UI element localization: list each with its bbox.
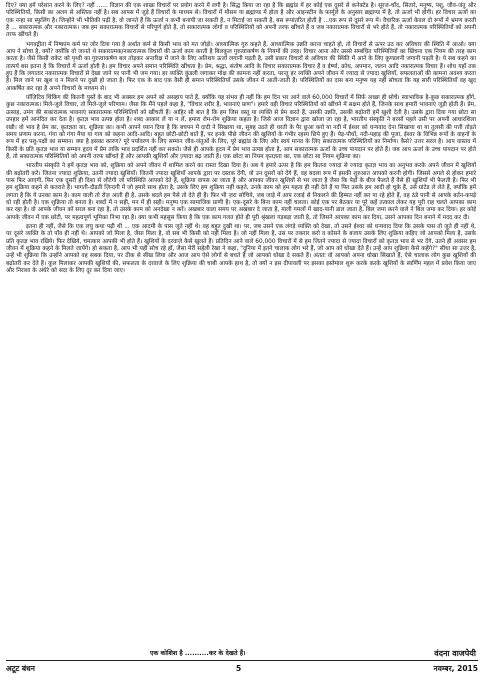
page-footer <box>6 664 478 676</box>
paragraph-1: दिए? क्या हमें परेशान करने के लिए? नहीं ...... विज्ञान की एक शाखा विचारों पर प्रयोग करने में लगी है। सिद्ध किया जा रहा है कि ब्रह्मांड में हर कोई एक दूसरे से कनेक्टेड है। सूरज-चाँद, सितारे, मनुष्य, पशु, जीव-जंतु और परिस्थितियों, किसी का अलग से अस्तित्व नहीं है। सब आपस में जुड़े हैं विचारों के माध्यम से। विचारों में मौसम या ब्रह्माण्ड में होता है और आइन्स्टीन के फार्मूले के अनुसार ब्रह्माण्ड में है, तो ऊर्जा भी होगी। हर विचार ऊर्जा का एक नन्हा सा स्फुलिंग है। जिन्होंने भी भौतिकी पढ़ी है, वो जानते हैं कि ऊर्जा न कभी बनायी जा सकती है, न मिटाई जा सकती है, बस रूपांतरित होती है ...एक रूप से दूसरे रूप में। वैचारिक ऊर्जा केवल दो रूपों में भ्रमण करती है ... सकारात्मक और नकारात्मक। जब हम सकारात्मक विचारों से परिपूर्ण होते हैं, तो सकारात्मक लोगों व परिस्थितियों को अपनी तरफ खींचते हैं व जब नकारात्मक विचारों से भरे होते हैं, तो नकारात्मक परिस्थितियों को अपनी तरफ खींचते हैं। <box>6 3 476 39</box>
paragraph-4: भारतीय संस्कृति ने हमें कृतज्ञ भाव को, शुक्रिया को अपने जीवन में शामिल करने का रास्ता दिखा दिया है। अब ये हमारे ऊपर है कि हम कितना ज्यादा से ज्यादा कृतज्ञ भाव का अनुभव करके अपने जीवन में खुशियों की बढ़ोतरी करें। जितना ज्यादा शुक्रिया, उतनी ज्यादा खुशियाँ। जितनी ज्यादा खुशियाँ आपके द्वारा पर दस्तक देंगी, वो उन दूसरों को देंगे हैं, वह बदला रूप में इसकी शुरुआत आपको करनी होगी। जिससे अगले से होकर हमारे पास फिर आएगी, फिर एक दूसरी ही दिशा से लौटेगी जो परिस्थिति आपको देते हैं, शुक्रिया वापस आ जाता है और आपका जीवन खुशियों से भर जाता है जैसा कि पेड़ों के बीज फैलते हैं वैसे ही खुशियाँ भी फैलती हैं। फिर भी हम शुक्रिया कहने से कतराते हैं। भागती-दौड़ती ज़िन्दगी में जो हमारे साथ होता है, उसके लिए हम शुक्रिया नहीं कहते, उनके काम को हम महत्व ही नहीं देते हैं या फिर उसके हम आदी हो चुके हैं, उसे ग्रांटेड ले लेते हैं, क्योंकि हमें लगता है कि ये उनका काम है। काम वाली तो रोज़ आती ही है, उसके बदले हम पैसे तो देते ही हैं। फिर भी ज़रा सोचिये, जब जाड़े में आप रजाई से निकलने की हिम्मत नहीं कर पा रहे होते हैं, वह ठंडे पानी से आपके बर्तन-कपड़े धो रही होती है। एक शुक्रिया तो बनता है। शब्दों में न सही, मन में ही सही। मनुष्य एक सामाजिक प्राणी है। एक-दूसरे के बिना काम नहीं चलता। कोई एक पर बैठकर या पूरे कहें तत्काल लेकर यह पूरी राह चलते आपका काम कर रहा है। वो आपके जीवन को सरल बना रहा है, तो उसके काम को अनदेखा न करें। अखबार वाला समय पर अखबार दे जाता है, माली गमलों में खाद-पानी डाल जाता है, बिल जमा करने वाले ने बिल जमा कर दिया। हर कोई आपके जीवन में एक छोटी, पर महत्वपूर्ण भूमिका निभा रहा है। क्या कभी महसूस किया है कि एक काम गलत होते ही पूरी श्रृंखला गड़बड़ा जाती है, तो जिसने आपका काम कर दिया, उसने आपका दिन बनाने में मदद कर दी। <box>6 163 476 221</box>
issue-date: नवम्बर, 2015 <box>433 664 478 673</box>
page-number: 5 <box>236 664 242 673</box>
closing-line: एक कोशिश है ..........कर के देखते हैं। <box>150 650 246 657</box>
footer-divider <box>6 660 478 661</box>
magazine-name: अटूट बंधन <box>6 664 35 673</box>
paragraph-5: इतना ही नहीं, जैसे कि एक लघु कथा पढ़ी थी ... एक आदमी के पास जूते नहीं थे। वह बहुत दुखी था। पर, जब उसने एक लंगड़े व्यक्ति को देखा, तो उसने ईश्वर को धन्यवाद दिया कि उसके पास तो जूते ही नहीं थे, पर दूसरे व्यक्ति के तो पाँव ही नहीं थे। आपको जो मिला है, जैसा मिला है, वो सब भी किसी को नहीं मिला है। जो नहीं मिला है, उस पर तकरार करो व कोसने के बजाय उसके लिए शुक्रिया कहिए जो आपको मिला है, उसके प्रति कृतज्ञ भाव रखिये। फिर देखिये, चमत्कार आपकी भी होते हैं। खुशियों के दरवाज़े कैसे खुलते हैं। प्रतिदिन आने वाले 60,000 विचारों में से हम जितने ज्यादा से ज्यादा विचारों को कृतज्ञ भाव से भर देंगे, उतने ही अवसर हम जीवन में शुक्रिया कहने के मिलते जायेंगे। हो सकता है, आप भी यही सोच रहे हों, जैसा मेरी सहेली रेखा ने कहा, "दुनिया में इतने चालाक लोग भरे हैं, जो आप को धोखा देते हैं। उन्हें आप शुक्रिया कैसे कहेंगे?" सीधा सा उत्तर है, उन्हें भी शुक्रिया कि उन्होंने आपको वह सबक दिया, पर ठीक से सीख लिया और आज आप ऐसे लोगों से बचते हैं जो आपको धोखा दे सकते हैं। अंततः वो आपको अपना धोखा सिखाते हैं, ऐसे चालाक लोग कुछ खुशियों की बढ़ोतरी कर देते हैं। कुल मिलाकर आपकी खुशियों की, सफलता के दरवाजे के लिए शुक्रिया की चाबी आपके हाथ है, तो क्यों न इस दीपावली पर इसका इस्तेमाल शुरू करके करके खुशियों के स्वर्णिम महल में प्रवेश किया जाए और निराशा के अंधेरे को सदा के लिए दूर कर दिया जाए। <box>6 223 476 275</box>
paragraph-2: भगवद्गीता में निष्काम कर्म पर जोर दिया गया है अर्थात कर्म से किसी भाव को मत जोड़ो। आध्यात्मिक गुरु कहते हैं, आध्यात्मिक उन्नति करना चाहते हो, तो विचारों से ऊपर उठ कर अविचार की स्थिति में आओ। क्या आप ने सोचा है, क्यों? क्योंकि वो जानते थे सकारात्मक/नकारात्मक विचारों की ऊर्जा काम करती है बिलकुल गुरुत्वाकर्षण के नियमों की तरह। विचार आना और उससे सम्बंधित परिस्थितियों का खिंचना एक नियम की तरह काम करता है। जैसे किसी राकेट को पृथ्वी का गुरुत्वाकर्षण बल तोड़कर अन्तरिक्ष में जाने के लिए अतिशय ऊर्जा लगानी पड़ती है, उसी प्रकार विचारों से अविचार की स्थिति में आने के लिए कुण्डलनी जगानी पड़ती है। ये सब कहने का तात्पर्य बस इतना है कि विचारों में ऊर्जा होती है। हम विचार अपने समान परिस्थिति खींचता है। प्रेम, श्रद्धा, संतोष आदि के विचार सकारात्मक विचार हैं व ईर्ष्या, क्रोध, अपमान, जलन आदि नकारात्मक विचार हैं। शोध यहाँ तक हुए हैं कि लगातार नकारात्मक विचारों से देखा जाने पर पानी भी जम गया। हर व्यक्ति कुंडली जगाकर मोक्ष की कामना नहीं करता, परन्तु हर व्यक्ति अपने जीवन में ज्यादा से ज्यादा खुशियाँ, सफलताओं की कामना अवश्य करता है। मिल जाने पर खुश व न मिलने पर दुखी हो जाता है। फिर एक के बाद एक वैसी ही समान परिस्थितियाँ उसके जीवन में आती-जाती हैं। परिस्थितियों का दास बना मनुष्य यह नहीं सोचता कि यह सारी परिस्थितियाँ वह खुद आकर्षित कर रहा है अपने विचारों के माध्यम से। <box>6 41 476 92</box>
article-body <box>6 3 476 275</box>
author-signature: वंदना वाजपेयी <box>434 648 476 658</box>
paragraph-3: पॉज़िटिव थिंकिंग की कितनी पुस्तें के बाद भी अक्सर हम अपने को असहाय पाते हैं, क्योंकि यह संभव ही नहीं कि हम दिन भर आने वाले 60,000 विचारों में सिर्फ अच्छा ही सोचें। स्वाभाविक है-कुछ सकारात्मक होंगे, कुछ नकारात्मक। मिले-जुले विचार, तो मिले-जुले परिणाम। जैसा कि मैंने पहले कहा है, "विचार शरीर हैं, भावनाएं प्राण"। हमारे वही विचार परिस्थितियों को खींचने में सक्षम होते हैं, जिनके साथ हमारी भावनाएं जुड़ी होती हैं। प्रेम, उत्साह, उमंग की सकारात्मक भावनाएं सकारात्मक परिस्थितियों को खींचती हैं। आहिर सी बात है कि हम जिस वस्तु या व्यक्ति से प्रेम करते हैं, उसकी उन्नति, उसकी बढ़ोतरी हमें खुशी देती है। उसके द्वारा दिया गया छोटा सा उपहार हमें आनंदित कर देता है। कृतज्ञ भाव उत्पन्न होता है। शब्द आकार लें या न लें, हमारा रोम-रोम शुक्रिया कहता है। जिसे आज विज्ञान द्वारा खोजा जा रहा है, भारतीय संस्कृति ने बरसों पहले उसी पर अपनी आधारशिला रखी। वो भाव है प्रेम का, कृतज्ञता का, शुक्रिया का। कभी आपने ध्यान दिया है कि बचपन में दादी ने सिखाया था, सुबह उठते ही धरती के पैर छूआ करो या नदी में ईश्वर को धन्यवाद देना सिखाया था या तुलसी की पत्ती तोड़ते समय प्रणाम करना, गंगा को गंगा मैया या गाय को कहना आदि-आदि। बहुत छोटी-छोटी बातें हैं, पर इनके पीछे जीवन की खुशियों के गंभीर रहस्य छिपे हुए हैं। पेड़-पौधों, नदी-पहाड़ की पूजा, ईश्वर के विभिन्न रूपों के वाहनों के रूप में हर पशु-पक्षी का सम्मान। क्या है इसका कारण? पूरे पर्यावरण के लिए सम्मान जीव-जंतुओं के लिए, पूरे ब्रह्मांड के लिए और स्वयं मानव के लिए सकारात्मक परिस्थितियों का निर्माण। कैसे? उत्तर सरल है। आप वास्तव में किसी के प्रति कृतज्ञ भाव या सम्मान हृदय में प्रेम ताकि भाव प्रदर्शित नहीं कर सकते। जैसे ही आपके हृदय में प्रेम भाव उत्पन्न होता है, आप सकारात्मक ऊर्जा के उच्च पायदान पर होते हैं। जब आप ऊर्जा के उच्च पायदान पर होते हैं, तो सकारात्मक परिस्थितियों को अपनी तरफ खींचते हैं और आपकी खुशियाँ और ज़्यादा बढ़ जाती हैं। एक छोटा सा नियम कृतज्ञता का, एक छोटा सा नियम शुक्रिया का। <box>6 95 476 160</box>
